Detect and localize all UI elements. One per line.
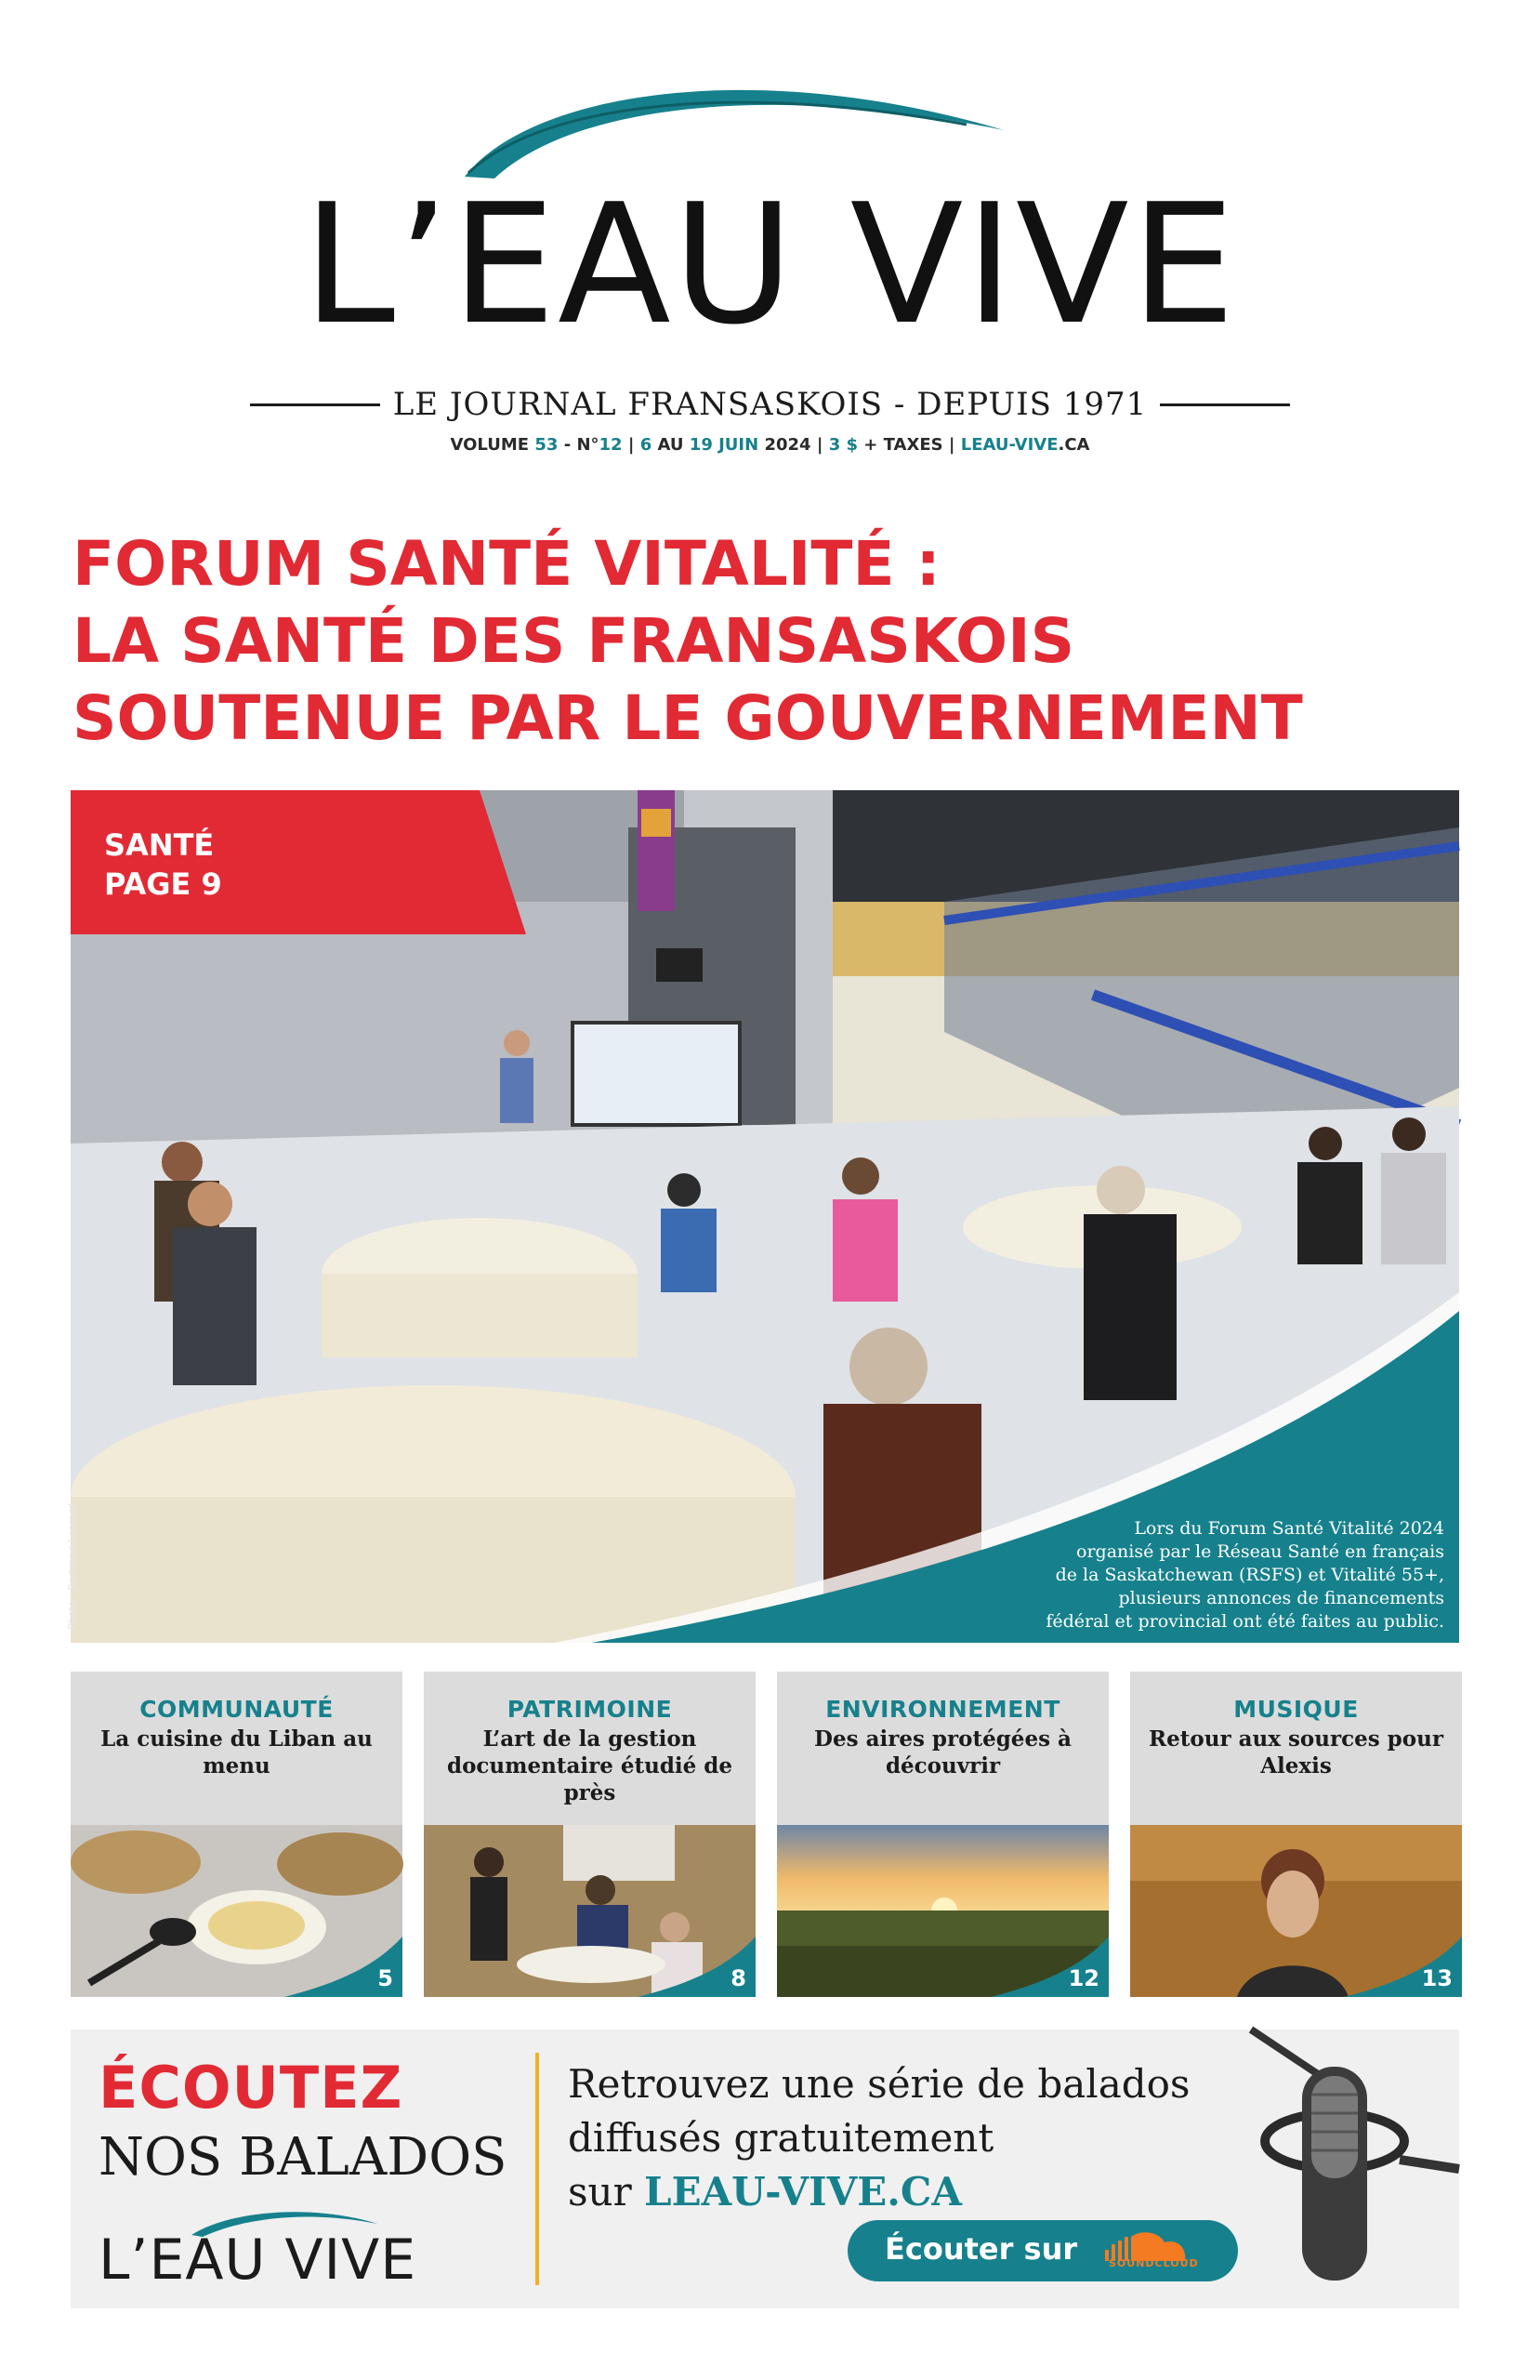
teaser-category: MUSIQUE: [1233, 1696, 1359, 1723]
section-tag[interactable]: [104, 826, 222, 904]
soundcloud-wordmark: SOUNDCLOUD: [1109, 2257, 1199, 2269]
podcast-line3-prefix: sur: [568, 2169, 632, 2215]
masthead-title: L’EAU VIVE: [302, 168, 1238, 361]
issue-price-amount: 3 $: [828, 435, 859, 455]
caption-line: de la Saskatchewan (RSFS) et Vitalité 55+,: [1055, 1565, 1444, 1585]
teaser-card-patrimoine[interactable]: [424, 1672, 756, 1997]
teaser-page-number: 8: [731, 1965, 746, 1991]
headline-line: SOUTENUE PAR LE GOUVERNEMENT: [72, 682, 1303, 754]
issue-number: 12: [599, 435, 623, 455]
issue-date-end: 19 JUIN: [689, 435, 759, 455]
teaser-headline: L’art de la gestion documentaire étudié de près: [446, 1726, 733, 1805]
podcast-logo: [99, 2202, 442, 2294]
issue-volume-label: VOLUME: [450, 435, 530, 455]
teaser-card-environnement[interactable]: [777, 1672, 1109, 1997]
section-tag-page: PAGE 9: [104, 866, 222, 902]
listen-soundcloud-button[interactable]: [848, 2220, 1238, 2281]
teaser-headline: Retour aux sources pour Alexis: [1149, 1726, 1443, 1778]
caption-line: plusieurs annonces de financements: [1118, 1588, 1444, 1608]
issue-number-label: - N°: [563, 435, 599, 455]
hero-caption: [924, 1517, 1444, 1633]
teaser-page-number: 12: [1068, 1965, 1099, 1991]
teaser-category: PATRIMOINE: [507, 1696, 673, 1723]
issue-year: 2024: [764, 435, 811, 455]
issue-price-rest: + TAXES: [863, 435, 943, 455]
headline-line: FORUM SANTÉ VITALITÉ :: [72, 528, 941, 600]
tagline-rule-left: [250, 403, 380, 406]
podcast-logo-text: L’EAU VIVE: [99, 2228, 417, 2293]
teaser-page-number: 5: [377, 1965, 393, 1991]
headline-line: LA SANTÉ DES FRANSASKOIS: [72, 605, 1075, 677]
teaser-page-number: 13: [1421, 1965, 1453, 1991]
podcast-line-3: [568, 2165, 1190, 2219]
issue-volume: 53: [534, 435, 559, 455]
teaser-image-workshop: [424, 1825, 756, 1997]
podcast-ecoutez: ÉCOUTEZ: [99, 2054, 403, 2122]
teaser-card-communaute[interactable]: [71, 1672, 402, 1997]
listen-button-label: Écouter sur: [885, 2231, 1078, 2267]
caption-line: Lors du Forum Santé Vitalité 2024: [1134, 1518, 1444, 1539]
teaser-card-musique[interactable]: [1130, 1672, 1462, 1997]
caption-line: fédéral et provincial ont été faites au public.: [1046, 1611, 1444, 1632]
teaser-headline: Des aires protégées à découvrir: [814, 1726, 1072, 1778]
teaser-image-prairie: [777, 1825, 1109, 1997]
issue-info: VOLUME 53 - N°12 | 6 AU 19 JUIN 2024 | 3 $ + TAXES | LEAU-VIVE.CA: [450, 435, 1090, 455]
issue-site-prefix[interactable]: LEAU-VIVE: [960, 435, 1059, 455]
teaser-headline: La cuisine du Liban au menu: [100, 1726, 373, 1778]
issue-date-day: 6: [639, 435, 652, 455]
masthead-tagline: LE JOURNAL FRANSASKOIS - DEPUIS 1971: [392, 386, 1148, 423]
photo-credit: Photo : Bertrand Lessard: [66, 1502, 78, 1630]
podcast-line: diffusés gratuitement: [568, 2115, 994, 2161]
podcast-divider: [535, 2053, 539, 2285]
hero-photo[interactable]: [66, 790, 1459, 1643]
teaser-image-portrait: [1130, 1825, 1462, 1997]
podcast-description: [568, 2057, 1190, 2219]
podcast-nos-balados: NOS BALADOS: [99, 2127, 507, 2188]
podcast-line: Retrouvez une série de balados: [568, 2061, 1191, 2107]
teaser-category: COMMUNAUTÉ: [139, 1696, 334, 1723]
teaser-category: ENVIRONNEMENT: [825, 1696, 1060, 1723]
caption-line: organisé par le Réseau Santé en français: [1076, 1541, 1444, 1562]
main-headline[interactable]: [72, 525, 1485, 757]
tagline-rule-right: [1160, 403, 1290, 406]
section-tag-name: SANTÉ: [104, 827, 215, 863]
issue-date-mid: AU: [657, 435, 684, 455]
podcast-site-link[interactable]: LEAU-VIVE.CA: [644, 2169, 962, 2215]
masthead-tagline-row: [0, 386, 1540, 423]
microphone-icon: [1214, 2030, 1459, 2308]
issue-site-suffix[interactable]: .CA: [1058, 435, 1090, 455]
teaser-image-food: [71, 1825, 402, 1997]
podcast-banner[interactable]: [71, 2030, 1459, 2308]
